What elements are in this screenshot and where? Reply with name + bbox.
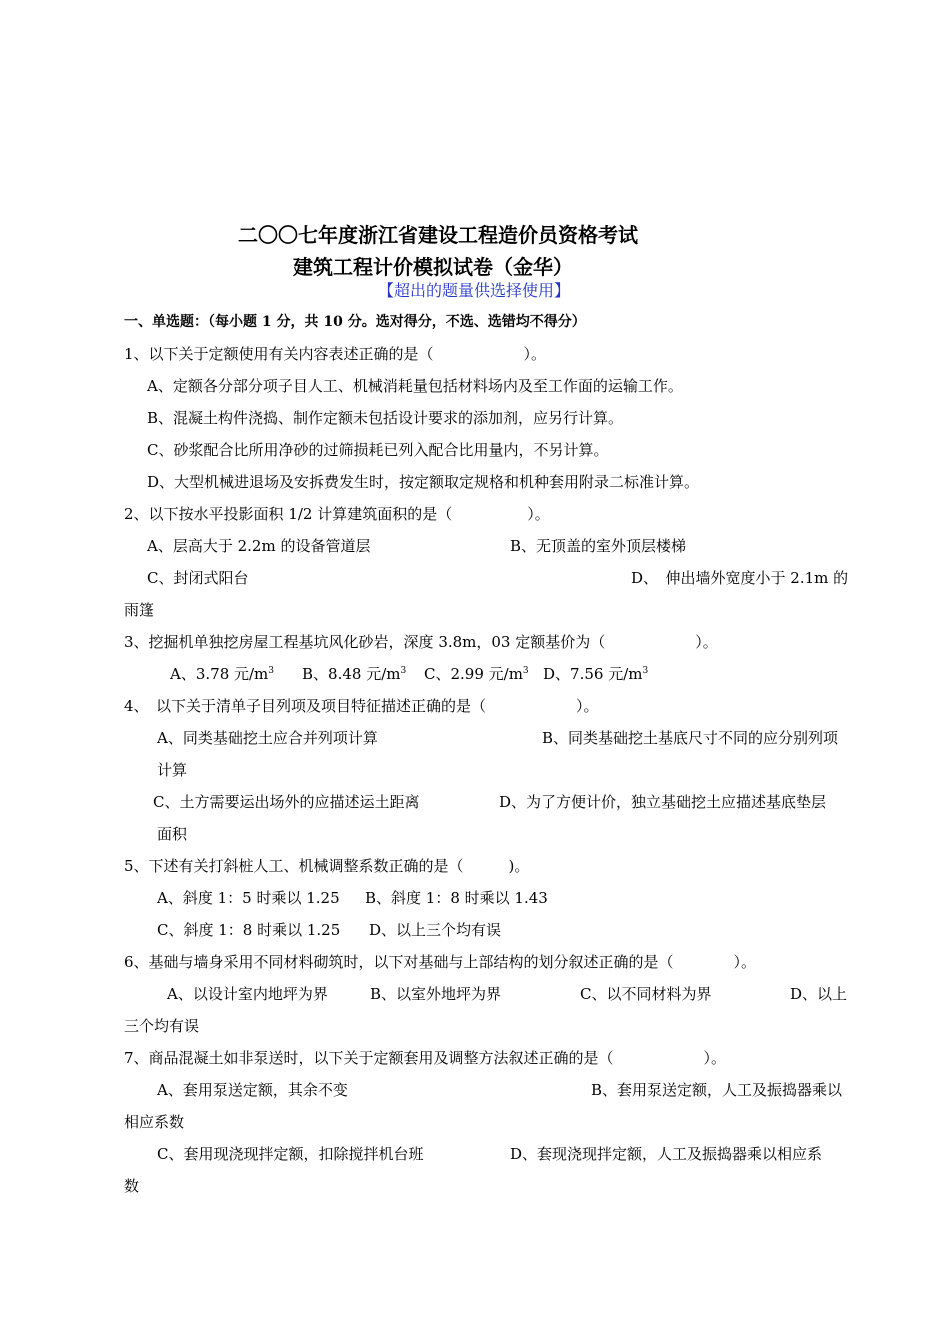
q7-option-d-cont: 数 xyxy=(124,1177,140,1195)
q4-option-d-cont: 面积 xyxy=(157,825,188,843)
q2-option-c: C、封闭式阳台 xyxy=(147,569,249,587)
q1-stem: 1、以下关于定额使用有关内容表述正确的是（ ）。 xyxy=(124,345,547,363)
q3-option-b: B、8.48 元$/m^3$ xyxy=(302,665,407,683)
q2-option-d-cont: 雨篷 xyxy=(124,601,155,619)
q7-option-d: D、套现浇现拌定额，人工及振捣器乘以相应系 xyxy=(510,1145,823,1163)
q1-option-d: D、大型机械进退场及安拆费发生时，按定额取定规格和机种套用附录二标准计算。 xyxy=(147,473,700,491)
q3-option-a: A、3.78 元$/m^3$ xyxy=(170,665,275,683)
q4-option-c: C、土方需要运出场外的应描述运土距离 xyxy=(153,793,420,811)
title-line1: 二〇〇七年度浙江省建设工程造价员资格考试 xyxy=(238,223,638,247)
q7-option-c: C、套用现浇现拌定额，扣除搅拌机台班 xyxy=(157,1145,424,1163)
title-line2: 建筑工程计价模拟试卷（金华） xyxy=(293,255,573,279)
q4-option-a: A、同类基础挖土应合并列项计算 xyxy=(157,729,378,747)
q7-option-b: B、套用泵送定额，人工及振捣器乘以 xyxy=(591,1081,843,1099)
q7-option-b-cont: 相应系数 xyxy=(124,1113,185,1131)
q7-stem: 7、商品混凝土如非泵送时，以下关于定额套用及调整方法叙述正确的是（ ）。 xyxy=(124,1049,727,1067)
q6-option-d: D、以上 xyxy=(790,985,848,1003)
q2-option-d: D、 伸出墙外宽度小于 2.1m 的 xyxy=(631,569,849,587)
q5-stem: 5、下述有关打斜桩人工、机械调整系数正确的是（ )。 xyxy=(124,857,530,875)
q5-option-b: B、斜度 1：8 时乘以 1.43 xyxy=(365,889,548,907)
q6-option-b: B、以室外地坪为界 xyxy=(370,985,502,1003)
q1-option-b: B、混凝土构件浇捣、制作定额未包括设计要求的添加剂，应另行计算。 xyxy=(147,409,624,427)
q5-option-c: C、斜度 1：8 时乘以 1.25 xyxy=(157,921,341,939)
section-heading: 一、单选题：（每小题 1 分，共 10 分。选对得分，不选、选错均不得分） xyxy=(124,314,586,330)
q2-option-b: B、无顶盖的室外顶层楼梯 xyxy=(510,537,687,555)
q2-option-a: A、层高大于 2.2m 的设备管道层 xyxy=(147,537,371,555)
q3-option-d: D、7.56 元$/m^3$ xyxy=(543,665,649,683)
q2-stem: 2、以下按水平投影面积 1/2 计算建筑面积的是（ ）。 xyxy=(124,505,550,523)
q6-option-d-cont: 三个均有误 xyxy=(124,1017,200,1035)
q5-option-d: D、以上三个均有误 xyxy=(369,921,502,939)
q6-option-c: C、以不同材料为界 xyxy=(580,985,712,1003)
q4-stem: 4、 以下关于清单子目列项及项目特征描述正确的是（ ）。 xyxy=(124,697,599,715)
q6-option-a: A、以设计室内地坪为界 xyxy=(167,985,328,1003)
q4-option-b-cont: 计算 xyxy=(157,761,188,779)
q4-option-b: B、同类基础挖土基底尺寸不同的应分别列项 xyxy=(542,729,839,747)
q1-option-c: C、砂浆配合比所用净砂的过筛损耗已列入配合比用量内，不另计算。 xyxy=(147,441,609,459)
title-note: 【超出的题量供选择使用】 xyxy=(378,281,571,300)
q6-stem: 6、基础与墙身采用不同材料砌筑时，以下对基础与上部结构的划分叙述正确的是（ ）。 xyxy=(124,953,757,971)
q7-option-a: A、套用泵送定额，其余不变 xyxy=(157,1081,348,1099)
q3-stem: 3、挖掘机单独挖房屋工程基坑风化砂岩，深度 3.8m，03 定额基价为（ ）。 xyxy=(124,633,718,651)
q3-option-c: C、2.99 元$/m^3$ xyxy=(424,665,529,683)
q5-option-a: A、斜度 1：5 时乘以 1.25 xyxy=(157,889,340,907)
q1-option-a: A、定额各分部分项子目人工、机械消耗量包括材料场内及至工作面的运输工作。 xyxy=(147,377,683,395)
q4-option-d: D、为了方便计价，独立基础挖土应描述基底垫层 xyxy=(499,793,827,811)
